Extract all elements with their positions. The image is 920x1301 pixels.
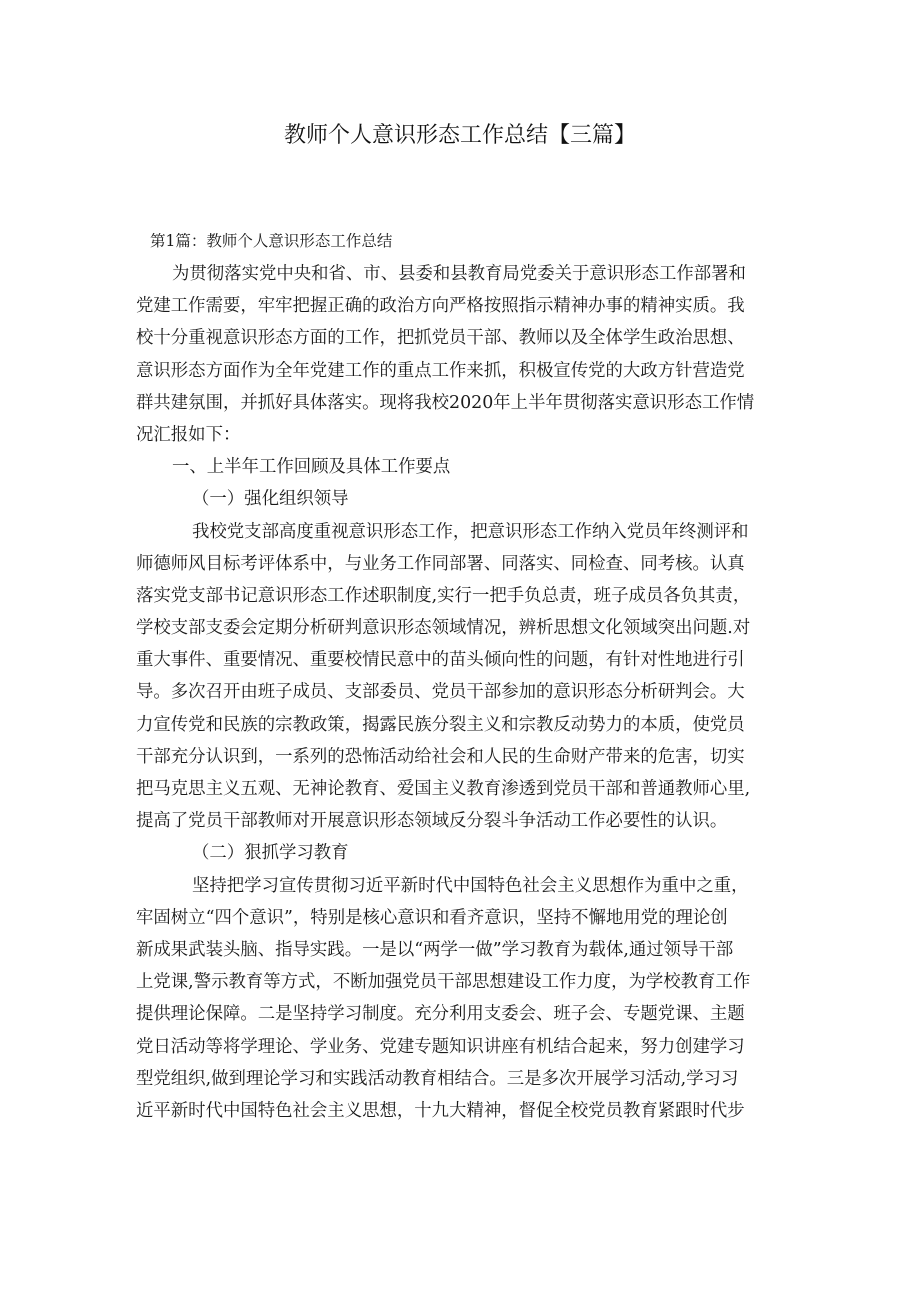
body-line: 提供理论保障。二是坚持学习制度。充分利用支委会、班子会、专题党课、主题 — [136, 1004, 745, 1025]
body-line: 师德师风目标考评体系中，与业务工作同部署、同落实、同检查、同考核。认真 — [136, 553, 745, 574]
body-line: 干部充分认识到，一系列的恐怖活动给社会和人民的生命财产带来的危害，切实 — [136, 746, 745, 767]
subsection-heading: （一）强化组织领导 — [192, 489, 349, 510]
section-heading: 一、上半年工作回顾及具体工作要点 — [172, 457, 451, 478]
document-subtitle: 第1篇：教师个人意识形态工作总结 — [150, 232, 393, 250]
body-line: 牢固树立“四个意识”，特别是核心意识和看齐意识，坚持不懈地用党的理论创 — [136, 907, 728, 928]
body-line: 导。多次召开由班子成员、支部委员、党员干部参加的意识形态分析研判会。大 — [136, 682, 745, 703]
subsection-heading: （二）狠抓学习教育 — [192, 843, 349, 864]
body-line: 党建工作需要，牢牢把握正确的政治方向严格按照指示精神办事的精神实质。我 — [136, 296, 745, 317]
body-line: 况汇报如下： — [136, 424, 241, 445]
body-line: 提高了党员干部教师对开展意识形态领域反分裂斗争活动工作必要性的认识。 — [136, 811, 728, 832]
document-title: 教师个人意识形态工作总结【三篇】 — [283, 123, 636, 148]
body-line: 为贯彻落实党中央和省、市、县委和县教育局党委关于意识形态工作部署和 — [172, 264, 746, 284]
body-line: 新成果武装头脑、指导实践。一是以“两学一做”学习教育为载体,通过领导干部 — [136, 939, 734, 960]
body-line: 我校党支部高度重视意识形态工作，把意识形态工作纳入党员年终测评和 — [192, 521, 749, 542]
body-line: 落实党支部书记意识形态工作述职制度,实行一把手负总责，班子成员各负其责， — [136, 585, 751, 606]
body-line: 近平新时代中国特色社会主义思想，十九大精神，督促全校党员教育紧跟时代步 — [136, 1100, 745, 1121]
body-line: 型党组织,做到理论学习和实践活动教育相结合。三是多次开展学习活动,学习习 — [136, 1068, 739, 1089]
body-line: 学校支部支委会定期分析研判意识形态领域情况，辨析思想文化领域突出问题.对 — [136, 618, 751, 639]
body-line: 重大事件、重要情况、重要校情民意中的苗头倾向性的问题，有针对性地进行引 — [136, 650, 745, 671]
document-body — [136, 258, 796, 1127]
body-line: 上党课,警示教育等方式，不断加强党员干部思想建设工作力度，为学校教育工作 — [136, 972, 751, 993]
body-line: 群共建氛围，并抓好具体落实。现将我校2020年上半年贯彻落实意识形态工作情 — [136, 392, 755, 413]
body-line: 力宣传党和民族的宗教政策，揭露民族分裂主义和宗教反动势力的本质，使党员 — [136, 714, 745, 735]
body-line: 校十分重视意识形态方面的工作，把抓党员干部、教师以及全体学生政治思想、 — [136, 328, 745, 349]
body-line: 意识形态方面作为全年党建工作的重点工作来抓，积极宣传党的大政方针营造党 — [136, 360, 745, 381]
body-line: 党日活动等将学理论、学业务、党建专题知识讲座有机结合起来，努力创建学习 — [136, 1036, 745, 1057]
body-line: 把马克思主义五观、无神论教育、爱国主义教育渗透到党员干部和普通教师心里, — [136, 779, 751, 799]
body-line: 坚持把学习宣传贯彻习近平新时代中国特色社会主义思想作为重中之重， — [192, 875, 749, 896]
